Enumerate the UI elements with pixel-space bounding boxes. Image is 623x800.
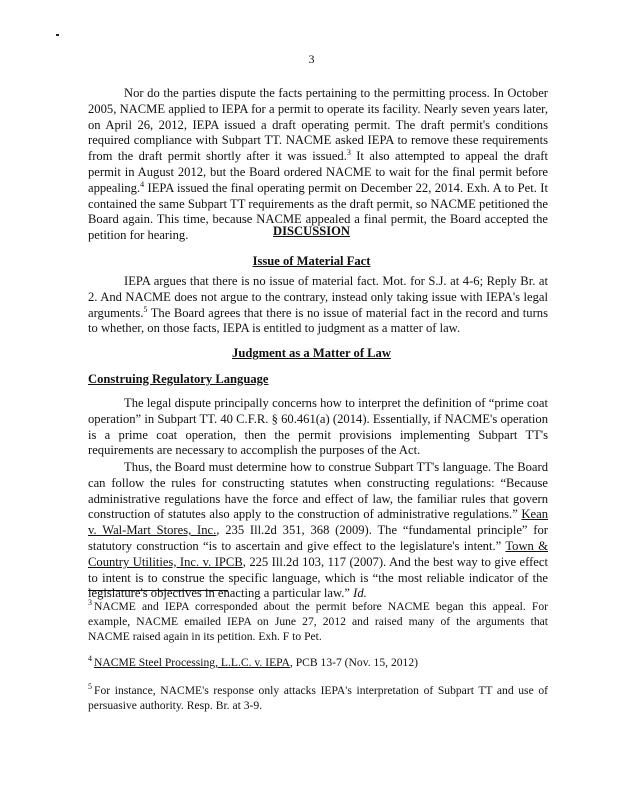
footnote-number: 3 xyxy=(88,598,92,608)
heading-material-fact: Issue of Material Fact xyxy=(252,254,371,268)
paragraph-material-fact xyxy=(88,274,548,337)
scan-mark xyxy=(56,34,59,36)
footnote-5 xyxy=(88,684,548,714)
heading-construing: Construing Regulatory Language xyxy=(88,372,269,386)
paragraph-text: Nor do the parties dispute the facts pertaining to the permitting process. In October 2005, NACME applied to IEPA for a permit to operate its facility. Nearly seven years later, on April 26, 2012, IEPA issued a draft operating permit. The draft permit's conditions required compliance with Subpart TT. NACME asked IEPA to remove these requirements from the draft permit shortly after it was issued. xyxy=(88,86,548,164)
paragraph-text: The Board agrees that there is no issue of material fact in the record and turns to whether, on those facts, IEPA is entitled to judgment as a matter of law. xyxy=(88,305,548,336)
heading-discussion: DISCUSSION xyxy=(273,224,350,238)
paragraph-text: IEPA argues that there is no issue of material fact. Mot. for S.J. at 4-6; Reply Br. at 2. And NACME does not argue to the contrary, instead only taking issue with IEPA's legal arguments. xyxy=(88,274,548,320)
paragraph-text: IEPA issued the final operating permit on December 22, 2014. Exh. A to Pet. It contained the same Subpart TT requirements as the draft permit, so NACME petitioned the Board again. This time, because NACME appealed a final permit, the Board accepted the petition for hearing. xyxy=(88,180,548,243)
paragraph-permitting-process xyxy=(88,86,548,244)
footnote-3 xyxy=(88,600,548,644)
footnote-text: , PCB 13-7 (Nov. 15, 2012) xyxy=(289,656,418,669)
footnote-text: NACME and IEPA corresponded about the permit before NACME began this appeal. For example, NACME emailed IEPA on June 27, 2012 and raised many of the arguments that NACME raised again in its petition. Exh. F to Pet. xyxy=(88,600,548,643)
paragraph-text: It also attempted to appeal the draft permit in August 2012, but the Board ordered NACME to wait for the final permit before appealing. xyxy=(88,149,548,195)
case-citation: Kean v. Wal-Mart Stores, Inc. xyxy=(88,507,548,538)
footnote-number: 4 xyxy=(88,654,92,664)
footnote-separator xyxy=(88,590,228,591)
footnote-ref: 5 xyxy=(143,304,148,314)
footnote-ref: 3 xyxy=(346,148,351,157)
paragraph-construction-rules xyxy=(88,460,548,602)
heading-judgment: Judgment as a Matter of Law xyxy=(232,346,391,360)
case-citation: NACME Steel Processing, L.L.C. v. IEPA xyxy=(94,656,290,669)
page-number: 3 xyxy=(308,52,315,66)
footnote-text: For instance, NACME's response only attacks IEPA's interpretation of Subpart TT and use of persuasive authority. Resp. Br. at 3-9. xyxy=(88,684,548,712)
paragraph-text: , 235 Ill.2d 351, 368 (2009). The “fundamental principle” for statutory construction “is to ascertain and give effect to the legislature's intent.” xyxy=(88,523,548,553)
footnote-4 xyxy=(88,656,548,671)
paragraph-text: The legal dispute principally concerns how to interpret the definition of “prime coat operation” in Subpart TT. 40 C.F.R. § 60.461(a) (2014). Essentially, if NACME's operation is a prime coat operation, then the permit provisions implementing Subpart TT's requirements are necessary to accomplish the purposes of the Act. xyxy=(88,396,548,458)
case-citation: Town & Country Utilities, Inc. v. IPCB xyxy=(88,538,548,569)
footnote-ref: 4 xyxy=(140,179,145,189)
paragraph-legal-dispute xyxy=(88,396,548,459)
id-citation: Id. xyxy=(353,586,367,601)
paragraph-text: , 225 Ill.2d 103, 117 (2007). And the best way to give effect to intent is to construe the specific language, which is “the most reliable indicator of the legislature's objectives in enacting a particular law.” xyxy=(88,554,548,601)
footnote-number: 5 xyxy=(88,682,92,692)
paragraph-text: Thus, the Board must determine how to construe Subpart TT's language. The Board can follow the rules for constructing statutes when constructing regulations: “Because administrative regulations have the force and effect of law, the familiar rules that govern construction of statutes also apply to the construction of administrative regulations.” xyxy=(88,460,548,522)
